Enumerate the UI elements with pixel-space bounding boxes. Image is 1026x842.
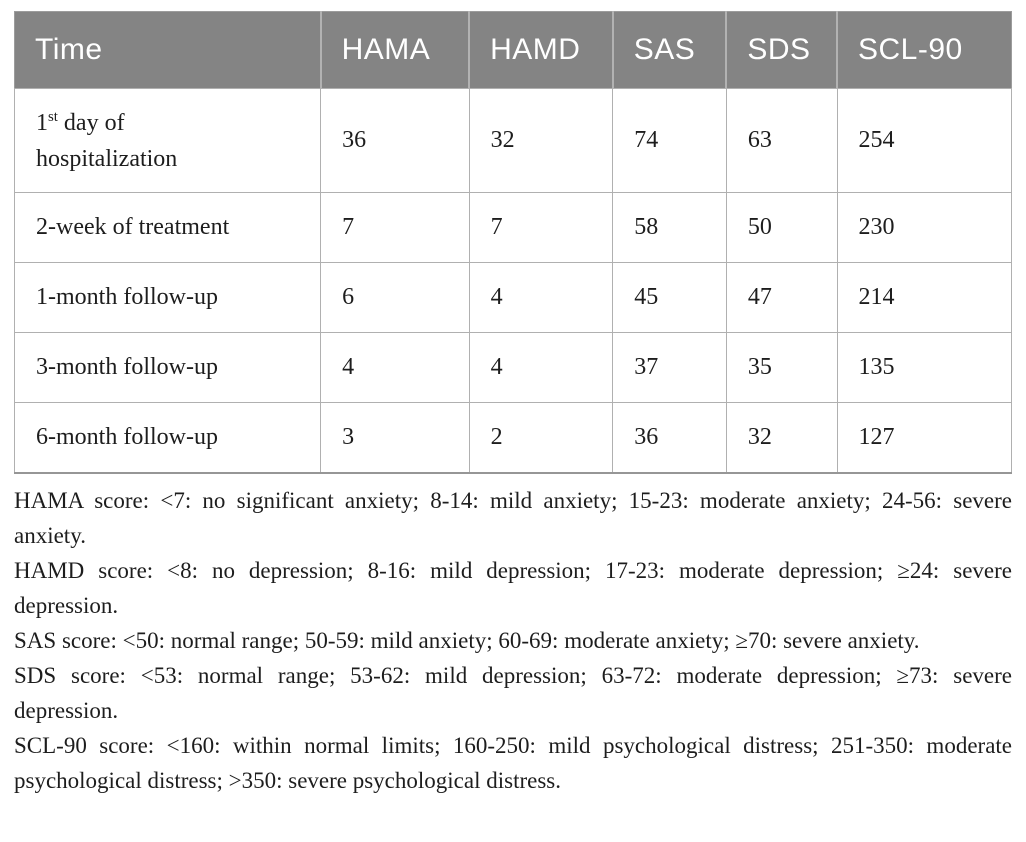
header-row [15,12,1012,89]
row-label-text: 1 [36,109,48,136]
row-label [36,105,236,177]
cell-sas: 37 [613,333,727,403]
table-footnotes [14,474,1012,798]
cell-scl90: 214 [837,263,1012,333]
cell-hama: 3 [321,403,470,474]
row-label-cell: 2-week of treatment [15,193,321,263]
table-row-month6 [15,403,1012,474]
cell-hama: 4 [321,333,470,403]
column-header-sds: SDS [726,12,837,89]
footnote-sds: SDS score: <53: normal range; 53-62: mild depression; 63-72: moderate depression; ≥73: severe depression. [14,663,1012,723]
table-row-month3 [15,333,1012,403]
column-header-time: Time [15,12,321,89]
cell-scl90: 230 [837,193,1012,263]
table-row-day1 [15,89,1012,193]
cell-hama: 6 [321,263,470,333]
cell-sds: 63 [726,89,837,193]
cell-sds: 32 [726,403,837,474]
row-label-cell: 3-month follow-up [15,333,321,403]
row-label-cell: 1-month follow-up [15,263,321,333]
cell-scl90: 254 [837,89,1012,193]
row-label-cell [15,89,321,193]
table-header [15,12,1012,89]
cell-hamd: 4 [469,263,613,333]
cell-hamd: 2 [469,403,613,474]
cell-sas: 74 [613,89,727,193]
table-row-month1 [15,263,1012,333]
column-header-hama: HAMA [321,12,470,89]
footnote-sas: SAS score: <50: normal range; 50-59: mild anxiety; 60-69: moderate anxiety; ≥70: severe anxiety. [14,628,920,653]
footnote-hamd: HAMD score: <8: no depression; 8-16: mild depression; 17-23: moderate depression; ≥24: severe depression. [14,558,1012,618]
column-header-sas: SAS [613,12,727,89]
table-row-week2 [15,193,1012,263]
cell-sds: 47 [726,263,837,333]
cell-hamd: 4 [469,333,613,403]
table-body [15,89,1012,474]
cell-hamd: 7 [469,193,613,263]
column-header-scl90: SCL-90 [837,12,1012,89]
ordinal-superscript: st [48,108,58,125]
cell-hama: 7 [321,193,470,263]
cell-sds: 50 [726,193,837,263]
cell-sds: 35 [726,333,837,403]
footnote-scl90: SCL-90 score: <160: within normal limits; 160-250: mild psychological distress; 251-350: moderate psychological distress; >350: severe psychological distress. [14,733,1012,793]
row-label-cell: 6-month follow-up [15,403,321,474]
scores-table [14,11,1012,474]
cell-sas: 36 [613,403,727,474]
footnote-hama: HAMA score: <7: no significant anxiety; 8-14: mild anxiety; 15-23: moderate anxiety; 24-56: severe anxiety. [14,488,1012,548]
cell-sas: 45 [613,263,727,333]
cell-scl90: 135 [837,333,1012,403]
cell-hama: 36 [321,89,470,193]
row-label-rest: day of hospitalization [36,109,178,172]
cell-hamd: 32 [469,89,613,193]
cell-sas: 58 [613,193,727,263]
cell-scl90: 127 [837,403,1012,474]
column-header-hamd: HAMD [469,12,613,89]
